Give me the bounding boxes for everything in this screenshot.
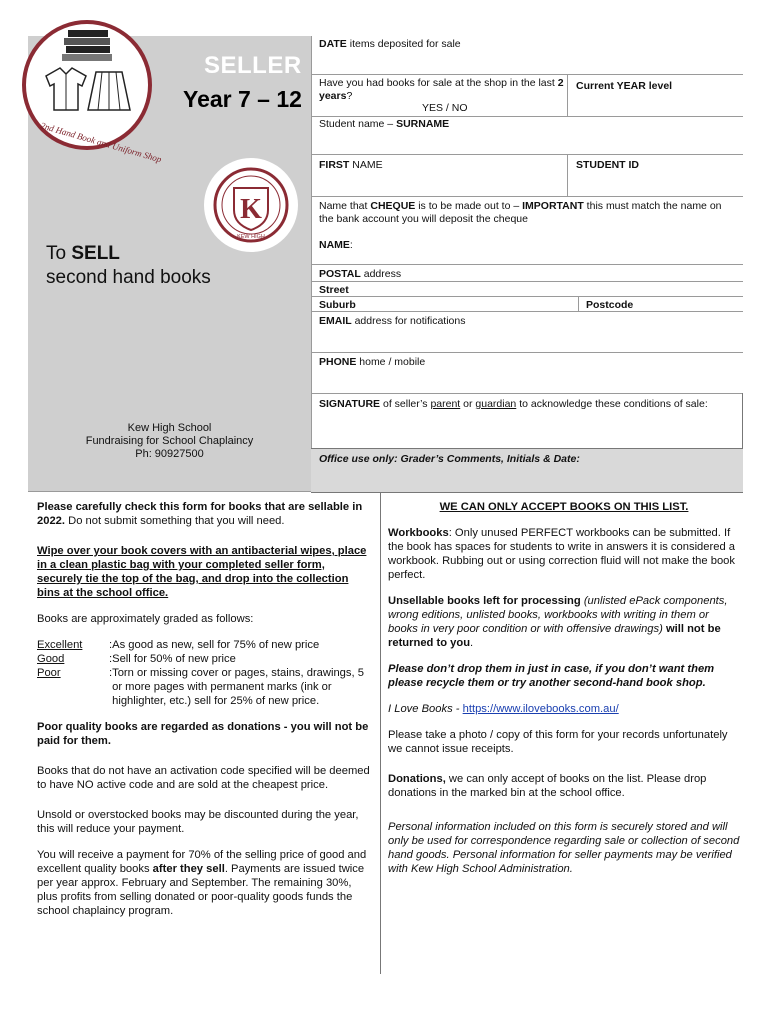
crest-text: KEW HIGH bbox=[237, 234, 265, 240]
discount-note: Unsold or overstocked books may be discounted during the year, this will reduce your payment. bbox=[37, 809, 359, 835]
postal-address-label: POSTAL address bbox=[319, 268, 402, 280]
suburb-field[interactable]: Suburb bbox=[319, 299, 356, 311]
fundraising-note: Fundraising for School Chaplaincy bbox=[85, 435, 254, 447]
year-level-title: Year 7 – 12 bbox=[183, 86, 302, 112]
ilovebooks-line: I Love Books - https://www.ilovebooks.com.au/ bbox=[388, 703, 619, 715]
current-year-field[interactable]: Current YEAR level bbox=[576, 80, 673, 92]
phone-field[interactable]: PHONE home / mobile bbox=[319, 356, 426, 368]
date-field[interactable]: DATE items deposited for sale bbox=[319, 38, 461, 50]
grading-intro: Books are approximately graded as follows: bbox=[37, 613, 254, 625]
first-name-field[interactable]: FIRST NAME bbox=[319, 159, 383, 171]
shop-logo bbox=[22, 20, 163, 165]
signature-field[interactable]: SIGNATURE of seller’s parent or guardian to acknowledge these conditions of sale: bbox=[319, 398, 708, 410]
school-name: Kew High School bbox=[127, 422, 212, 434]
grade-excellent: Excellent : As good as new, sell for 75% of new price bbox=[37, 639, 320, 651]
books-uniform-icon bbox=[26, 24, 163, 165]
workbooks-note: Workbooks: Only unused PERFECT workbooks can be submitted. If the book has spaces for students to write in answers it is considered a workbook. Rubbing out or using correction fluid will not make the book perfect. bbox=[388, 527, 735, 581]
dont-drop-note: Please don’t drop them in just in case, if you don’t want them please recycle them or try another second-hand book shop. bbox=[388, 663, 715, 689]
yes-no-option[interactable]: YES / NO bbox=[422, 102, 468, 114]
cheque-name-instructions: Name that CHEQUE is to be made out to – IMPORTANT this must match the name on the bank account you will deposit the cheque bbox=[319, 200, 722, 225]
cheque-name-field[interactable]: NAME: bbox=[319, 239, 353, 251]
street-field[interactable]: Street bbox=[319, 284, 349, 296]
unsellable-note: Unsellable books left for processing (unlisted ePack components, wrong editions, unlisted books, workbooks with writing in them or books in very poor condition or with offensive drawings) will not be returned to you. bbox=[388, 595, 728, 649]
seller-instructions bbox=[37, 500, 373, 930]
poor-quality-note: Poor quality books are regarded as donations - you will not be paid for them. bbox=[37, 721, 369, 747]
payment-note: You will receive a payment for 70% of the selling price of good and excellent quality books after they sell. Payments are issued twice per year approx. February and September. The remaining 30%, plus profits from selling donated or poor-quality goods funds the school chaplaincy program. bbox=[37, 849, 367, 917]
accepted-books-info bbox=[388, 500, 740, 888]
office-use-label: Office use only: Grader’s Comments, Initials & Date: bbox=[319, 453, 580, 465]
grade-good: Good : Sell for 50% of new price bbox=[37, 653, 236, 665]
school-info bbox=[28, 422, 311, 461]
surname-field[interactable]: Student name – SURNAME bbox=[319, 118, 450, 130]
postcode-field[interactable]: Postcode bbox=[586, 299, 634, 311]
crest-icon bbox=[204, 158, 298, 252]
privacy-note: Personal information included on this form is securely stored and will only be used for correspondence regarding sale or collection of second hand goods. Personal information for seller payments may be verified with Kew High School Administration. bbox=[388, 821, 740, 875]
wipe-instructions: Wipe over your book covers with an antibacterial wipes, place in a clean plastic bag with your completed seller form, securely tie the top of the bag, and drop into the collection bins at the school office. bbox=[37, 545, 367, 599]
accept-list-heading: WE CAN ONLY ACCEPT BOOKS ON THIS LIST. bbox=[439, 501, 689, 513]
ilovebooks-link[interactable]: https://www.ilovebooks.com.au/ bbox=[462, 703, 619, 715]
activation-code-note: Books that do not have an activation code specified will be deemed to have NO active code and are sold at the cheapest price. bbox=[37, 765, 370, 791]
grade-poor: Poor : Torn or missing cover or pages, stains, drawings, 5 or more pages with permanent marks (ink or highlighter, etc.) sell for 25% of new price. bbox=[37, 667, 364, 707]
crest-letter: K bbox=[240, 194, 262, 225]
logo-text: 2nd Hand Book and Uniform Shop bbox=[39, 120, 163, 165]
sellable-note: Please carefully check this form for books that are sellable in 2022. Do not submit something that you will need. bbox=[37, 501, 363, 527]
donations-note: Donations, we can only accept of books on the list. Please drop donations in the marked bin at the school office. bbox=[388, 773, 707, 799]
seller-title: SELLER bbox=[204, 52, 302, 79]
email-field[interactable]: EMAIL address for notifications bbox=[319, 315, 466, 327]
previous-seller-question[interactable]: Have you had books for sale at the shop in the last 2 years? bbox=[319, 77, 564, 102]
to-sell-heading: To SELL second hand books bbox=[46, 243, 211, 288]
school-phone: Ph: 90927500 bbox=[135, 448, 204, 460]
student-id-field[interactable]: STUDENT ID bbox=[576, 159, 639, 171]
school-crest bbox=[204, 158, 298, 252]
photo-note: Please take a photo / copy of this form for your records unfortunately we cannot issue receipts. bbox=[388, 729, 728, 755]
